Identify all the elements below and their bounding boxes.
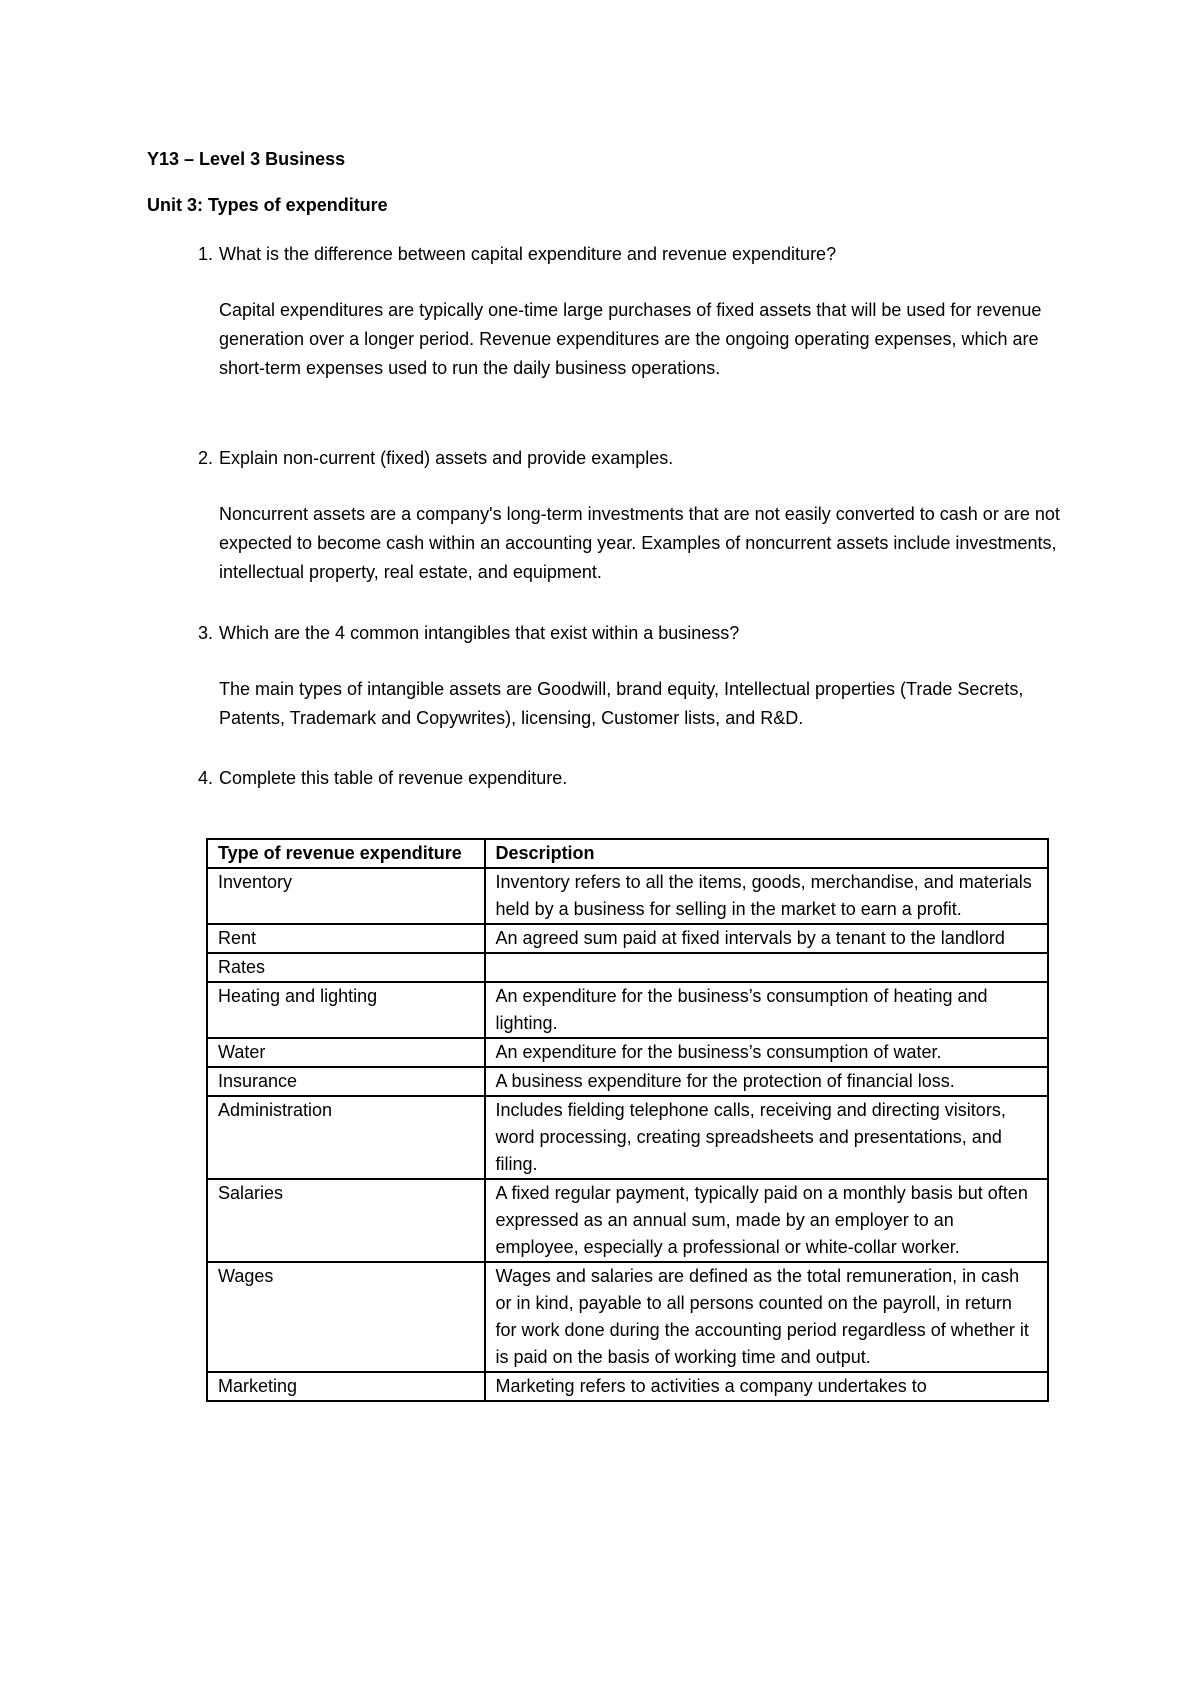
table-cell-description: Inventory refers to all the items, goods, merchandise, and materials held by a business for selling in the market to earn a profit.: [485, 868, 1048, 924]
question-text: Complete this table of revenue expenditure.: [219, 768, 568, 788]
answer-2: Noncurrent assets are a company's long-term investments that are not easily converted to cash or are not expected to become cash within an accounting year. Examples of noncurrent assets include investments, intellectual property, real estate, and equipment.: [219, 504, 1060, 582]
table-row: [207, 953, 1048, 982]
answer-1: Capital expenditures are typically one-time large purchases of fixed assets that will be used for revenue generation over a longer period. Revenue expenditures are the ongoing operating expenses, which are short-term expenses used to run the daily business operations.: [219, 300, 1042, 378]
table-header-row: [207, 839, 1048, 868]
table-cell-type: Heating and lighting: [207, 982, 485, 1038]
table-row: [207, 1372, 1048, 1401]
question-number: 2.: [197, 448, 213, 468]
table-cell-description: Marketing refers to activities a company undertakes to: [485, 1372, 1048, 1401]
table-cell-type: Inventory: [207, 868, 485, 924]
table-row: [207, 1038, 1048, 1067]
table-cell-type: Marketing: [207, 1372, 485, 1401]
question-text: Which are the 4 common intangibles that exist within a business?: [219, 623, 740, 643]
table-cell-type: Salaries: [207, 1179, 485, 1262]
answer-3: The main types of intangible assets are Goodwill, brand equity, Intellectual properties (Trade Secrets, Patents, Trademark and Copywrites), licensing, Customer lists, and R&D.: [219, 679, 1024, 728]
table-cell-description: An expenditure for the business’s consumption of water.: [485, 1038, 1048, 1067]
table-cell-type: Wages: [207, 1262, 485, 1372]
table-row: [207, 868, 1048, 924]
revenue-expenditure-table: [206, 838, 1049, 1402]
table-row: [207, 924, 1048, 953]
table-cell-description: Wages and salaries are defined as the total remuneration, in cash or in kind, payable to all persons counted on the payroll, in return for work done during the accounting period regardless of whether it is paid on the basis of working time and output.: [485, 1262, 1048, 1372]
question-text: Explain non-current (fixed) assets and provide examples.: [219, 448, 674, 468]
table-cell-description: [485, 953, 1048, 982]
question-text: What is the difference between capital expenditure and revenue expenditure?: [219, 244, 837, 264]
table-cell-description: A fixed regular payment, typically paid on a monthly basis but often expressed as an annual sum, made by an employer to an employee, especially a professional or white-collar worker.: [485, 1179, 1048, 1262]
table-cell-type: Insurance: [207, 1067, 485, 1096]
question-number: 1.: [197, 244, 213, 264]
table-cell-description: An expenditure for the business’s consumption of heating and lighting.: [485, 982, 1048, 1038]
document-title: Y13 – Level 3 Business: [147, 149, 346, 169]
table-cell-description: An agreed sum paid at fixed intervals by a tenant to the landlord: [485, 924, 1048, 953]
table-row: [207, 1067, 1048, 1096]
table-cell-description: A business expenditure for the protection of financial loss.: [485, 1067, 1048, 1096]
table-cell-type: Water: [207, 1038, 485, 1067]
question-number: 4.: [197, 768, 213, 788]
question-number: 3.: [197, 623, 213, 643]
table-row: [207, 1179, 1048, 1262]
table-row: [207, 982, 1048, 1038]
table-cell-type: Rent: [207, 924, 485, 953]
table-header-type: Type of revenue expenditure: [207, 839, 485, 868]
table-row: [207, 1096, 1048, 1179]
unit-title: Unit 3: Types of expenditure: [147, 195, 388, 215]
table-cell-type: Rates: [207, 953, 485, 982]
table-row: [207, 1262, 1048, 1372]
table-cell-description: Includes fielding telephone calls, receiving and directing visitors, word processing, creating spreadsheets and presentations, and filing.: [485, 1096, 1048, 1179]
table-cell-type: Administration: [207, 1096, 485, 1179]
table-header-description: Description: [485, 839, 1048, 868]
